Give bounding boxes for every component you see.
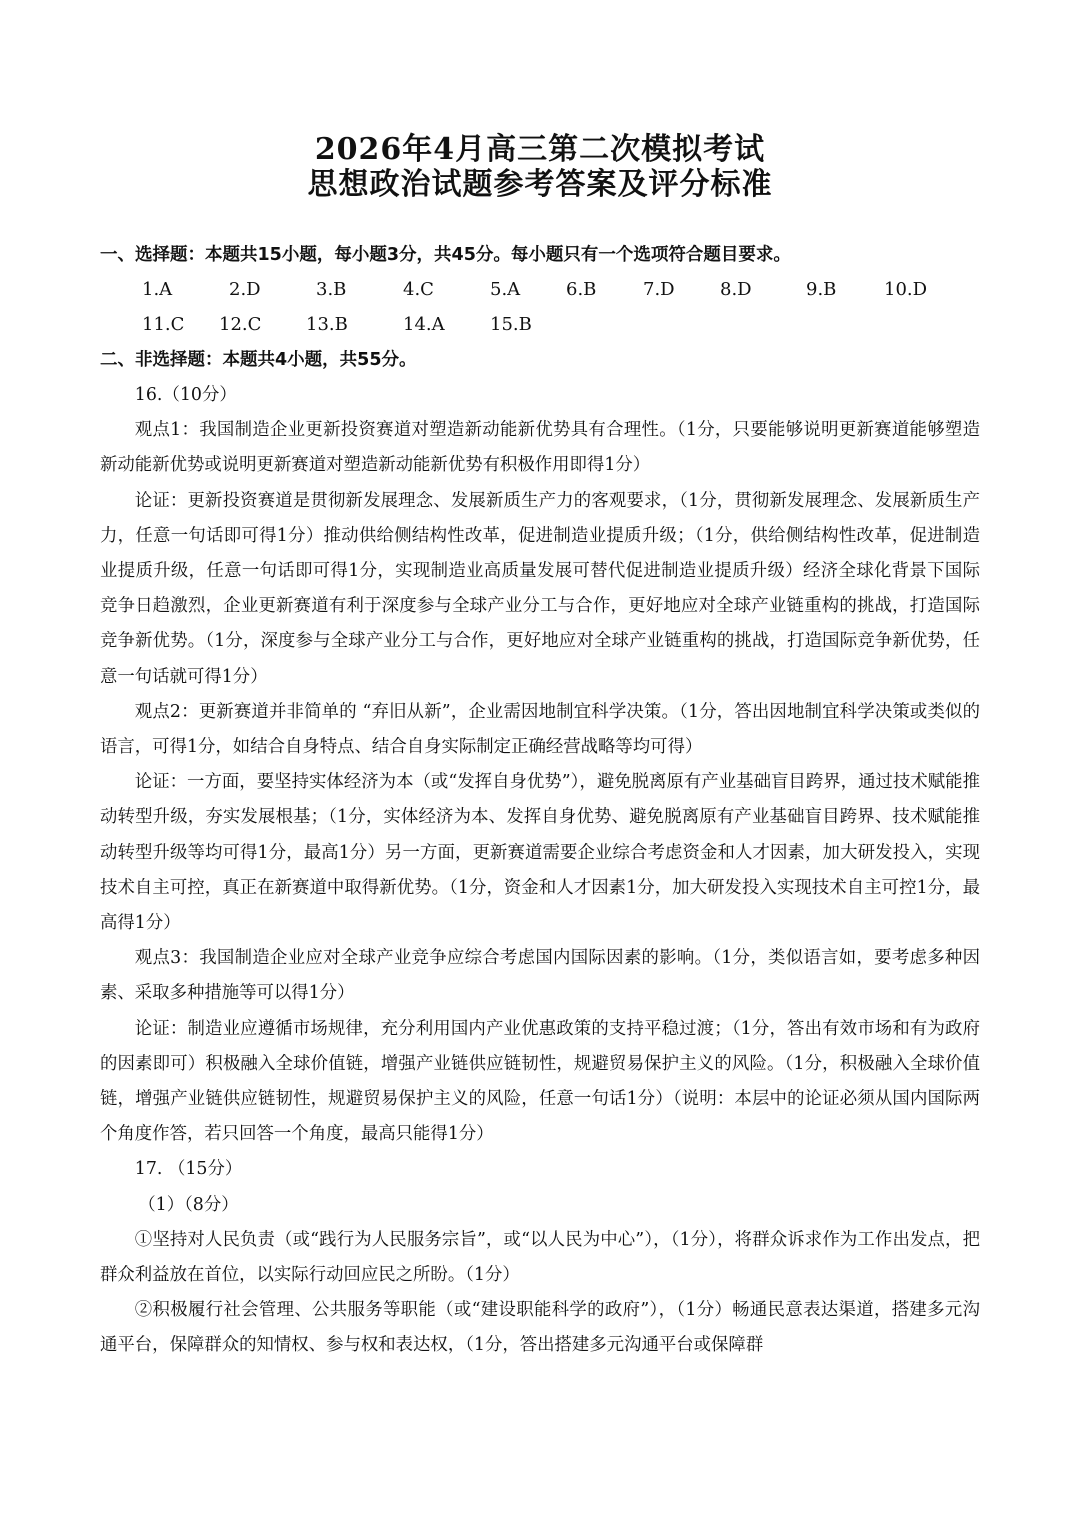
question-number: 16.（10分） xyxy=(134,385,237,405)
question-number: 17. （15分） xyxy=(134,1159,243,1180)
mc-answer: 10.D xyxy=(884,279,928,300)
exam-title: 2026年4月高三第二次模拟考试 xyxy=(314,132,766,167)
mc-answer: 8.D xyxy=(720,279,752,300)
section1-heading: 一、选择题：本题共15小题，每小题3分，共45分。每小题只有一个选项符合题目要求。 xyxy=(100,245,791,265)
paragraph: ①坚持对人民负责（或“践行为人民服务宗旨”，或“以人民为中心”），（1分），将群众诉求作为工作出发点，把群众利益放在首位，以实际行动回应民之所盼。（1分） xyxy=(100,1229,980,1286)
exam-subtitle: 思想政治试题参考答案及评分标准 xyxy=(307,167,773,202)
mc-answer: 4.C xyxy=(403,279,434,300)
mc-answer: 1.A xyxy=(142,279,173,300)
mc-answer: 6.B xyxy=(566,279,597,300)
mc-answer: 12.C xyxy=(219,314,262,335)
mc-answer: 7.D xyxy=(643,279,675,300)
paragraph: 观点3：我国制造企业应对全球产业竞争应综合考虑国内国际因素的影响。（1分，类似语言如，要考虑多种因素、采取多种措施等可以得1分） xyxy=(100,948,980,1004)
paragraph: ②积极履行社会管理、公共服务等职能（或“建设职能科学的政府”），（1分）畅通民意表达渠道，搭建多元沟通平台，保障群众的知情权、参与权和表达权，（1分，答出搭建多元沟通平台或保障群 xyxy=(100,1300,980,1356)
mc-answer: 13.B xyxy=(306,314,348,335)
paragraph: 论证：一方面，要坚持实体经济为本（或“发挥自身优势”），避免脱离原有产业基础盲目跨界，通过技术赋能推动转型升级，夯实发展根基；（1分，实体经济为本、发挥自身优势、避免脱离原有产业基础盲目跨界、技术赋能推动转型升级等均可得1分，最高1分）另一方面，更新赛道需要企业综合考虑资金和人才因素，加大研发投入，实现技术自主可控，真正在新赛道中取得新优势。（1分，资金和人才因素1分，加大研发投入实现技术自主可控1分，最高得1分） xyxy=(100,772,980,934)
paragraph: 观点2：更新赛道并非简单的 “弃旧从新”，企业需因地制宜科学决策。（1分，答出因地制宜科学决策或类似的语言，可得1分，如结合自身特点、结合自身实际制定正确经营战略等均可得） xyxy=(100,701,980,758)
mc-answer: 5.A xyxy=(490,279,521,300)
section2-heading: 二、非选择题：本题共4小题，共55分。 xyxy=(100,350,417,370)
mc-answer: 2.D xyxy=(229,279,261,300)
sub-question-number: （1）（8分） xyxy=(138,1194,239,1215)
mc-answer: 14.A xyxy=(403,314,445,335)
mc-answer: 11.C xyxy=(142,314,185,335)
paragraph: 观点1：我国制造企业更新投资赛道对塑造新动能新优势具有合理性。（1分，只要能够说明更新赛道能够塑造新动能新优势或说明更新赛道对塑造新动能新优势有积极作用即得1分） xyxy=(100,420,980,476)
paragraph: 论证：更新投资赛道是贯彻新发展理念、发展新质生产力的客观要求，（1分，贯彻新发展理念、发展新质生产力，任意一句话即可得1分）推动供给侧结构性改革，促进制造业提质升级；（1分，供给侧结构性改革，促进制造业提质升级，任意一句话即可得1分，实现制造业高质量发展可替代促进制造业提质升级）经济全球化背景下国际竞争日趋激烈，企业更新赛道有利于深度参与全球产业分工与合作，更好地应对全球产业链重构的挑战，打造国际竞争新优势。（1分，深度参与全球产业分工与合作，更好地应对全球产业链重构的挑战，打造国际竞争新优势，任意一句话就可得1分） xyxy=(100,490,980,687)
mc-answer: 3.B xyxy=(316,279,347,300)
mc-answer: 9.B xyxy=(806,279,837,300)
mc-answer: 15.B xyxy=(490,314,532,335)
section2-body xyxy=(100,378,980,1364)
paragraph: 论证：制造业应遵循市场规律，充分利用国内产业优惠政策的支持平稳过渡；（1分，答出有效市场和有为政府的因素即可）积极融入全球价值链，增强产业链供应链韧性，规避贸易保护主义的风险。（1分，积极融入全球价值链，增强产业链供应链韧性，规避贸易保护主义的风险，任意一句话1分）（说明：本层中的论证必须从国内国际两个角度作答，若只回答一个角度，最高只能得1分） xyxy=(100,1018,980,1145)
